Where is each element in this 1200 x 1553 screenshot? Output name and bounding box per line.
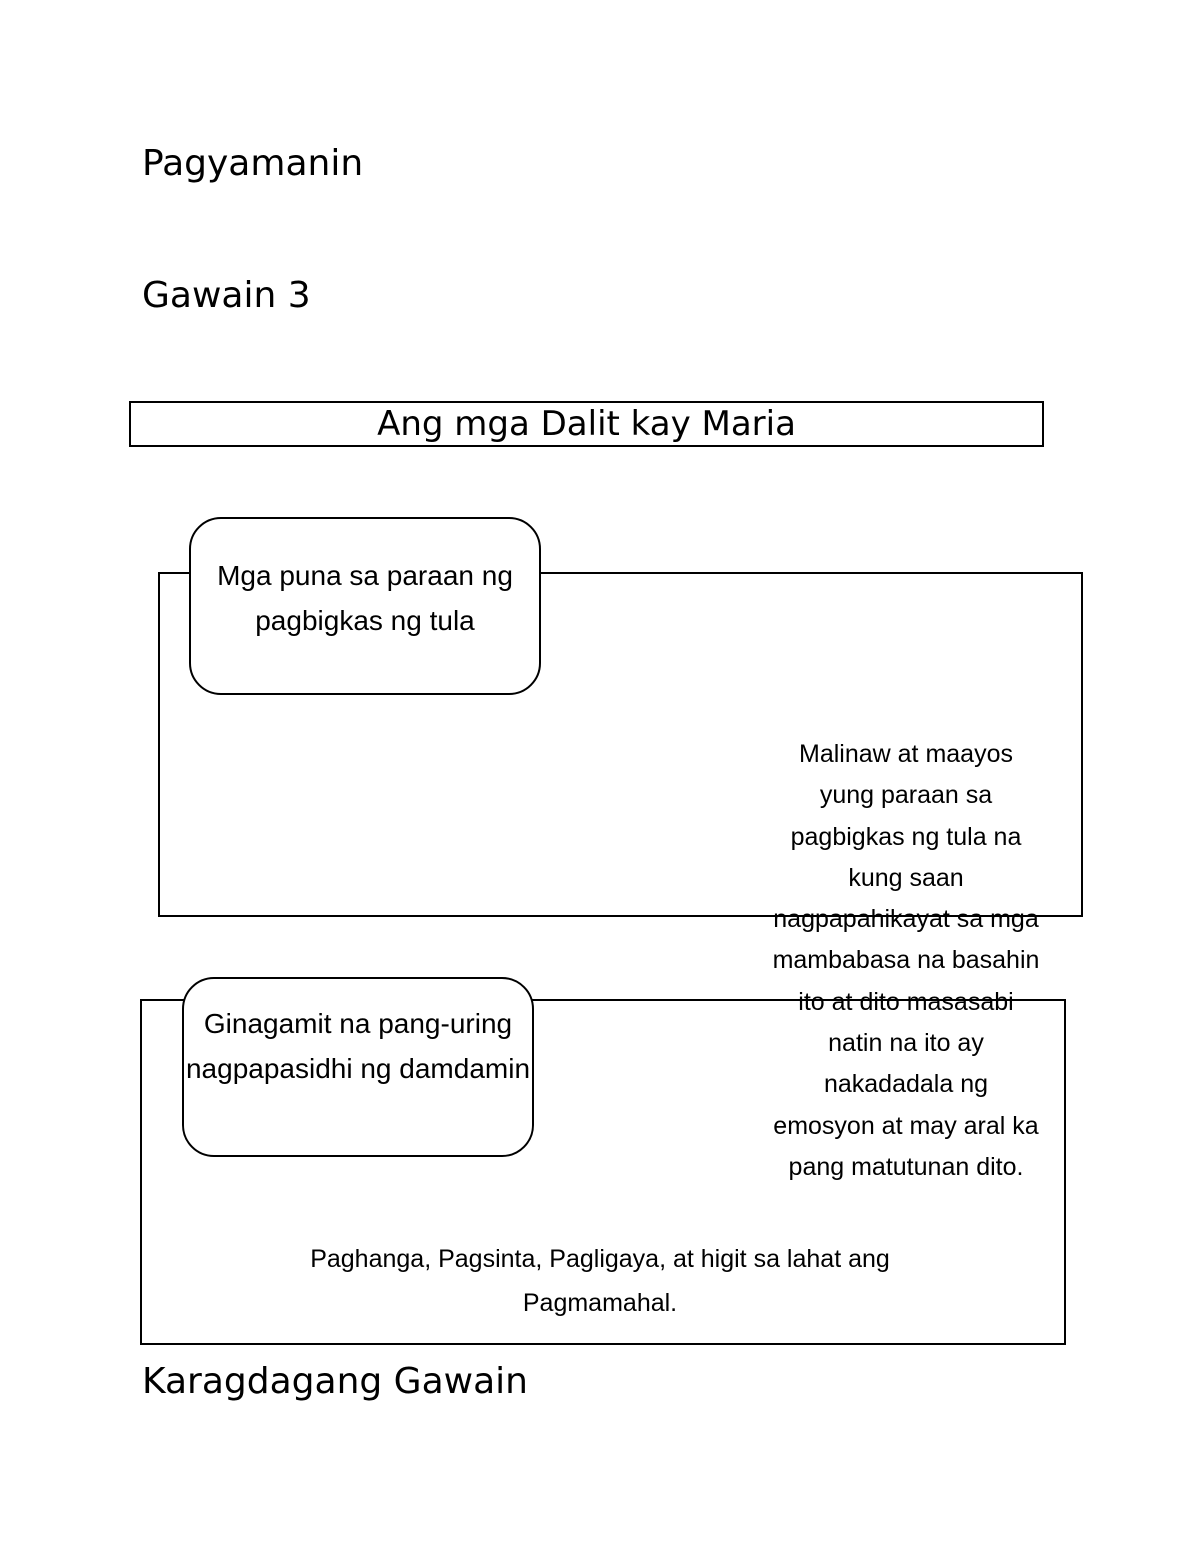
box-label-1: Mga puna sa paraan ng pagbigkas ng tula <box>189 517 541 695</box>
section-heading: Pagyamanin <box>142 143 364 184</box>
answer-text-2: Paghanga, Pagsinta, Pagligaya, at higit sa lahat ang Pagmamahal. <box>310 1245 890 1317</box>
box-label-2: Ginagamit na pang-uring nagpapasidhi ng damdamin <box>182 977 534 1157</box>
answer-text-1: Malinaw at maayos yung paraan sa pagbigkas ng tula na kung saan nagpapahikayat sa mga mambabasa na basahin ito at dito masasabi natin na ito ay nakadadala ng emosyon at may aral ka pang matutunan dito. <box>772 740 1040 1181</box>
poem-title: Ang mga Dalit kay Maria <box>377 404 796 444</box>
title-box <box>129 401 1044 447</box>
activity-heading: Gawain 3 <box>142 275 311 316</box>
additional-heading: Karagdagang Gawain <box>142 1361 528 1402</box>
